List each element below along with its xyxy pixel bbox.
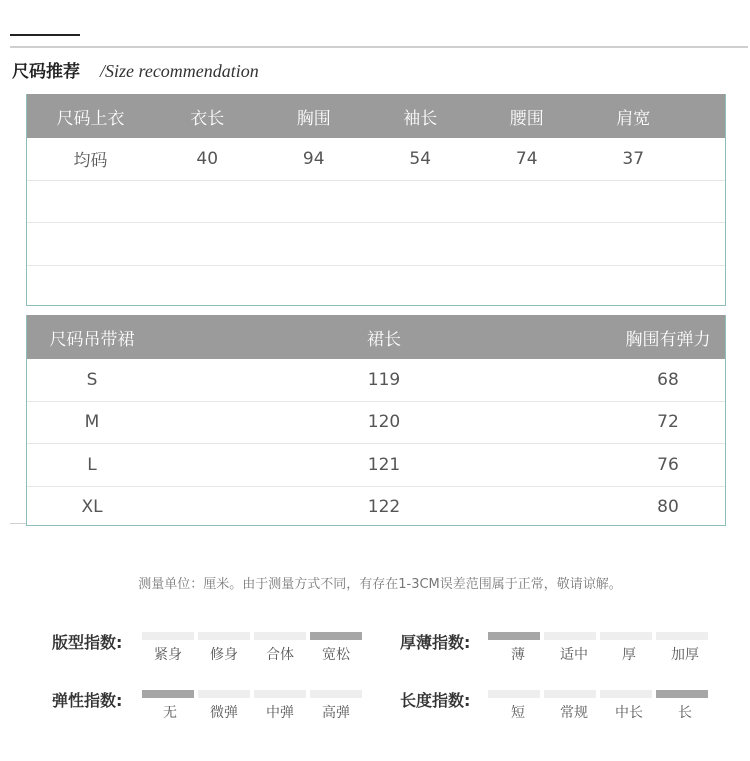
scale-segment (198, 632, 250, 640)
table-row (27, 266, 725, 308)
scale-segment (656, 632, 708, 640)
table-cell: 94 (302, 148, 325, 169)
scale-segment (198, 690, 250, 698)
table-row (27, 223, 725, 266)
scale-option: 紧身 (154, 647, 182, 663)
top-short-rule (10, 34, 80, 36)
top-divider (10, 46, 748, 48)
table-cell: 40 (196, 148, 219, 169)
size-cell: L (87, 454, 97, 475)
measurement-note: 测量单位：厘米。由于测量方式不同，有存在1-3CM误差范围属于正常，敬请谅解。 (138, 577, 622, 592)
table-cell: 均码 (73, 151, 108, 172)
length-cell: 119 (367, 369, 401, 390)
size-cell: M (84, 412, 100, 433)
left-tick-line (10, 523, 26, 524)
scale-segment (142, 690, 194, 698)
size-cell: XL (81, 497, 103, 518)
scale-option: 合体 (266, 647, 294, 663)
header-cell: 袖长 (403, 108, 438, 129)
bust-cell: 72 (657, 412, 679, 433)
scale-segment (488, 690, 540, 698)
table-row (27, 444, 725, 487)
elasticity-index-label: 弹性指数: (52, 691, 123, 710)
header-cell: 胸围 (296, 108, 331, 129)
section-title-zh: 尺码推荐 (12, 62, 80, 82)
length-cell: 121 (367, 454, 401, 475)
scale-segment (488, 632, 540, 640)
header-cell: 肩宽 (616, 108, 651, 129)
scale-option: 中长 (615, 705, 643, 721)
skirt-table-header (27, 315, 725, 359)
scale-option: 无 (163, 705, 177, 721)
length-index-label: 长度指数: (400, 691, 471, 710)
scale-option: 中弹 (266, 705, 294, 721)
header-cell: 衣长 (190, 108, 225, 129)
header-cell: 腰围 (509, 108, 544, 129)
header-cell: 尺码吊带裙 (49, 329, 135, 350)
table-row (27, 487, 725, 529)
header-cell: 尺码上衣 (56, 108, 125, 129)
bust-cell: 80 (657, 497, 679, 518)
scale-option: 短 (511, 705, 525, 721)
scale-segment (544, 632, 596, 640)
table-cell: 37 (622, 148, 645, 169)
top-size-table (26, 94, 726, 306)
bust-cell: 68 (657, 369, 679, 390)
scale-segment (254, 632, 306, 640)
fit-index-label: 版型指数: (52, 633, 123, 652)
table-cell: 54 (409, 148, 432, 169)
scale-segment (544, 690, 596, 698)
scale-segment (310, 632, 362, 640)
header-cell: 裙长 (367, 329, 401, 350)
scale-option: 加厚 (671, 647, 699, 663)
scale-option: 高弹 (322, 705, 350, 721)
scale-option: 常规 (560, 705, 588, 721)
scale-option: 修身 (210, 647, 238, 663)
scale-option: 厚 (622, 647, 636, 663)
section-heading (12, 57, 259, 81)
length-cell: 120 (367, 412, 401, 433)
top-table-header (27, 94, 725, 138)
size-cell: S (86, 369, 98, 390)
scale-option: 薄 (511, 647, 525, 663)
header-cell: 胸围有弹力 (625, 329, 711, 350)
scale-option: 适中 (560, 647, 588, 663)
scale-segment (310, 690, 362, 698)
length-cell: 122 (367, 497, 401, 518)
scale-option: 宽松 (322, 647, 350, 663)
bust-cell: 76 (657, 454, 679, 475)
table-row (27, 359, 725, 402)
scale-option: 长 (678, 705, 692, 721)
scale-segment (656, 690, 708, 698)
table-row (27, 181, 725, 224)
section-title-en: /Size recommendation (100, 61, 259, 81)
skirt-size-table (26, 315, 726, 526)
scale-segment (600, 690, 652, 698)
scale-segment (142, 632, 194, 640)
table-row (27, 138, 725, 181)
scale-option: 微弹 (210, 705, 238, 721)
table-row (27, 402, 725, 445)
table-cell: 74 (515, 148, 538, 169)
scale-segment (254, 690, 306, 698)
scale-segment (600, 632, 652, 640)
thickness-index-label: 厚薄指数: (400, 633, 471, 652)
